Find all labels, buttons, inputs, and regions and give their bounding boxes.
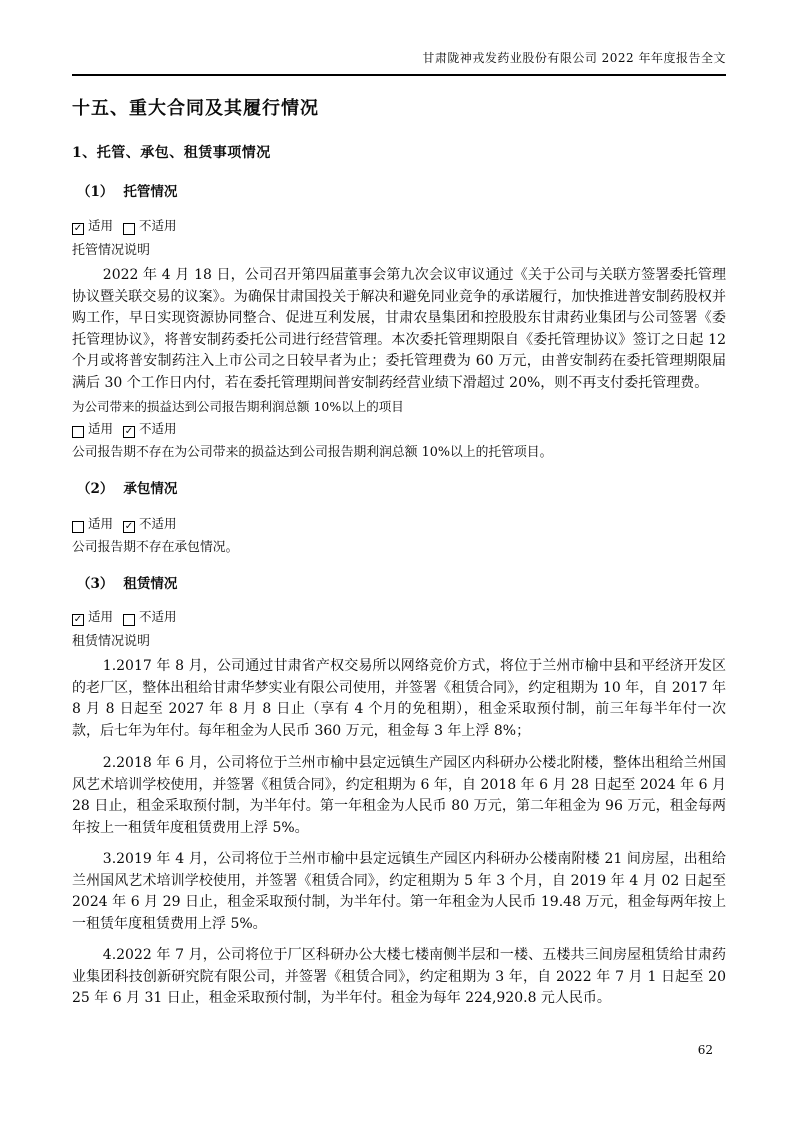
leasing-paragraph-3: 3.2019 年 4 月，公司将位于兰州市榆中县定远镇生产园区内科研办公楼南附楼 21 间房屋，出租给兰州国风艺术培训学校使用，并签署《租赁合同》，约定租期为 5 年 3 个月，自 2019 年 4 月 02 日起至 2024 年 6 月 29 日止，租金采取预付制，为半年付。第一年租金为人民币 19.48 万元，租金每两年按上一租赁年度租赁费用上浮 5%。 — [72, 851, 726, 932]
leasing-paragraph-2: 2.2018 年 6 月，公司将位于兰州市榆中县定远镇生产园区内科研办公楼北附楼，整体出租给兰州国风艺术培训学校使用，并签署《租赁合同》，约定租期为 6 年，自 2018 年 6 月 28 日起至 2024 年 6 月 28 日止，租金采取预付制，为半年付。第一年租金为人民币 80 万元，第二年租金为 96 万元，租金每两年按上一租赁年度租赁费用上浮 5%。 — [72, 755, 726, 836]
custody-not-applicable-option — [123, 218, 177, 233]
page-number: 62 — [697, 1043, 713, 1057]
checked-checkbox-icon — [72, 223, 84, 235]
heading-custody-title: 托管情况 — [123, 184, 178, 200]
custody-description-label: 托管情况说明 — [72, 243, 151, 258]
heading-leasing-number: （3） — [77, 576, 114, 592]
custody-profit-threshold-label: 为公司带来的损益达到公司报告期利润总额 10%以上的项目 — [72, 399, 404, 414]
checked-checkbox-icon — [72, 614, 84, 626]
leasing-applicable-label: 适用 — [87, 609, 113, 624]
custody-applicability-line — [72, 218, 726, 235]
report-header: 甘肃陇神戎发药业股份有限公司 2022 年年度报告全文 — [422, 51, 726, 65]
profit-not-applicable-label: 不适用 — [138, 421, 177, 436]
contracting-applicable-option — [72, 516, 113, 531]
header-divider — [72, 74, 726, 76]
custody-applicable-label: 适用 — [87, 218, 113, 233]
contracting-applicable-label: 适用 — [87, 516, 113, 531]
custody-applicable-option — [72, 218, 113, 233]
check-mark-icon: ✓ — [73, 614, 83, 625]
leasing-not-applicable-label: 不适用 — [138, 609, 177, 624]
empty-checkbox-icon — [72, 521, 84, 533]
profit-applicable-label: 适用 — [87, 421, 113, 436]
check-mark-icon: ✓ — [124, 426, 134, 437]
heading-contracting-number: （2） — [77, 481, 114, 497]
contracting-not-applicable-option — [123, 516, 177, 531]
profit-not-applicable-option — [123, 421, 177, 436]
leasing-paragraph-1: 1.2017 年 8 月，公司通过甘肃省产权交易所以网络竞价方式，将位于兰州市榆中县和平经济开发区的老厂区，整体出租给甘肃华梦实业有限公司使用，并签署《租赁合同》，约定租期为 10 年，自 2017 年 8 月 8 日起至 2027 年 8 月 8 日止（享有 4 个月的免租期），租金采取预付制，前三年每半年付一次款，后七年为年付。每年租金为人民币 360 万元，租金每 3 年上浮 8%； — [72, 658, 726, 739]
heading-custody — [72, 184, 726, 201]
leasing-applicability-line — [72, 609, 726, 626]
heading-contracting-title: 承包情况 — [123, 481, 178, 497]
check-mark-icon: ✓ — [73, 223, 83, 234]
leasing-not-applicable-option — [123, 609, 177, 624]
custody-paragraph: 2022 年 4 月 18 日，公司召开第四届董事会第九次会议审议通过《关于公司与关联方签署委托管理协议暨关联交易的议案》。为确保甘肃国投关于解决和避免同业竞争的承诺履行，加快推进普安制药股权并购工作，早日实现资源协同整合、促进互利发展，甘肃农垦集团和控股股东甘肃药业集团与公司签署《委托管理协议》，将普安制药委托公司进行经营管理。本次委托管理期限自《委托管理协议》签订之日起 12 个月或将普安制药注入上市公司之日较早者为止；委托管理费为 60 万元，由普安制药在委托管理期限届满后 30 个工作日内付，若在委托管理期间普安制药经营业绩下滑超过 20%，则不再支付委托管理费。 — [72, 267, 726, 391]
empty-checkbox-icon — [72, 426, 84, 438]
profit-applicable-option — [72, 421, 113, 436]
contracting-note: 公司报告期不存在承包情况。 — [72, 540, 239, 555]
custody-profit-applicability-line — [72, 421, 726, 438]
leasing-applicable-option — [72, 609, 113, 624]
heading-leasing — [72, 576, 726, 593]
leasing-description-label: 租赁情况说明 — [72, 634, 151, 649]
check-mark-icon: ✓ — [124, 521, 134, 532]
section-title-major-contracts: 十五、重大合同及其履行情况 — [72, 98, 319, 119]
checked-checkbox-icon — [123, 426, 135, 438]
empty-checkbox-icon — [123, 223, 135, 235]
heading-leasing-title: 租赁情况 — [123, 576, 178, 592]
subsection-title-custody-contract-lease: 1、托管、承包、租赁事项情况 — [72, 145, 271, 161]
heading-contracting — [72, 481, 726, 498]
empty-checkbox-icon — [123, 614, 135, 626]
heading-custody-number: （1） — [77, 184, 114, 200]
custody-not-applicable-label: 不适用 — [138, 218, 177, 233]
checked-checkbox-icon — [123, 521, 135, 533]
contracting-applicability-line — [72, 516, 726, 533]
contracting-not-applicable-label: 不适用 — [138, 516, 177, 531]
leasing-paragraph-4: 4.2022 年 7 月，公司将位于厂区科研办公大楼七楼南侧半层和一楼、五楼共三间房屋租赁给甘肃药业集团科技创新研究院有限公司，并签署《租赁合同》，约定租期为 3 年，自 2022 年 7 月 1 日起至 2025 年 6 月 31 日止，租金采取预付制，为半年付。租金为每年 224,920.8 元人民币。 — [72, 947, 726, 1006]
custody-profit-note: 公司报告期不存在为公司带来的损益达到公司报告期利润总额 10%以上的托管项目。 — [72, 445, 553, 460]
